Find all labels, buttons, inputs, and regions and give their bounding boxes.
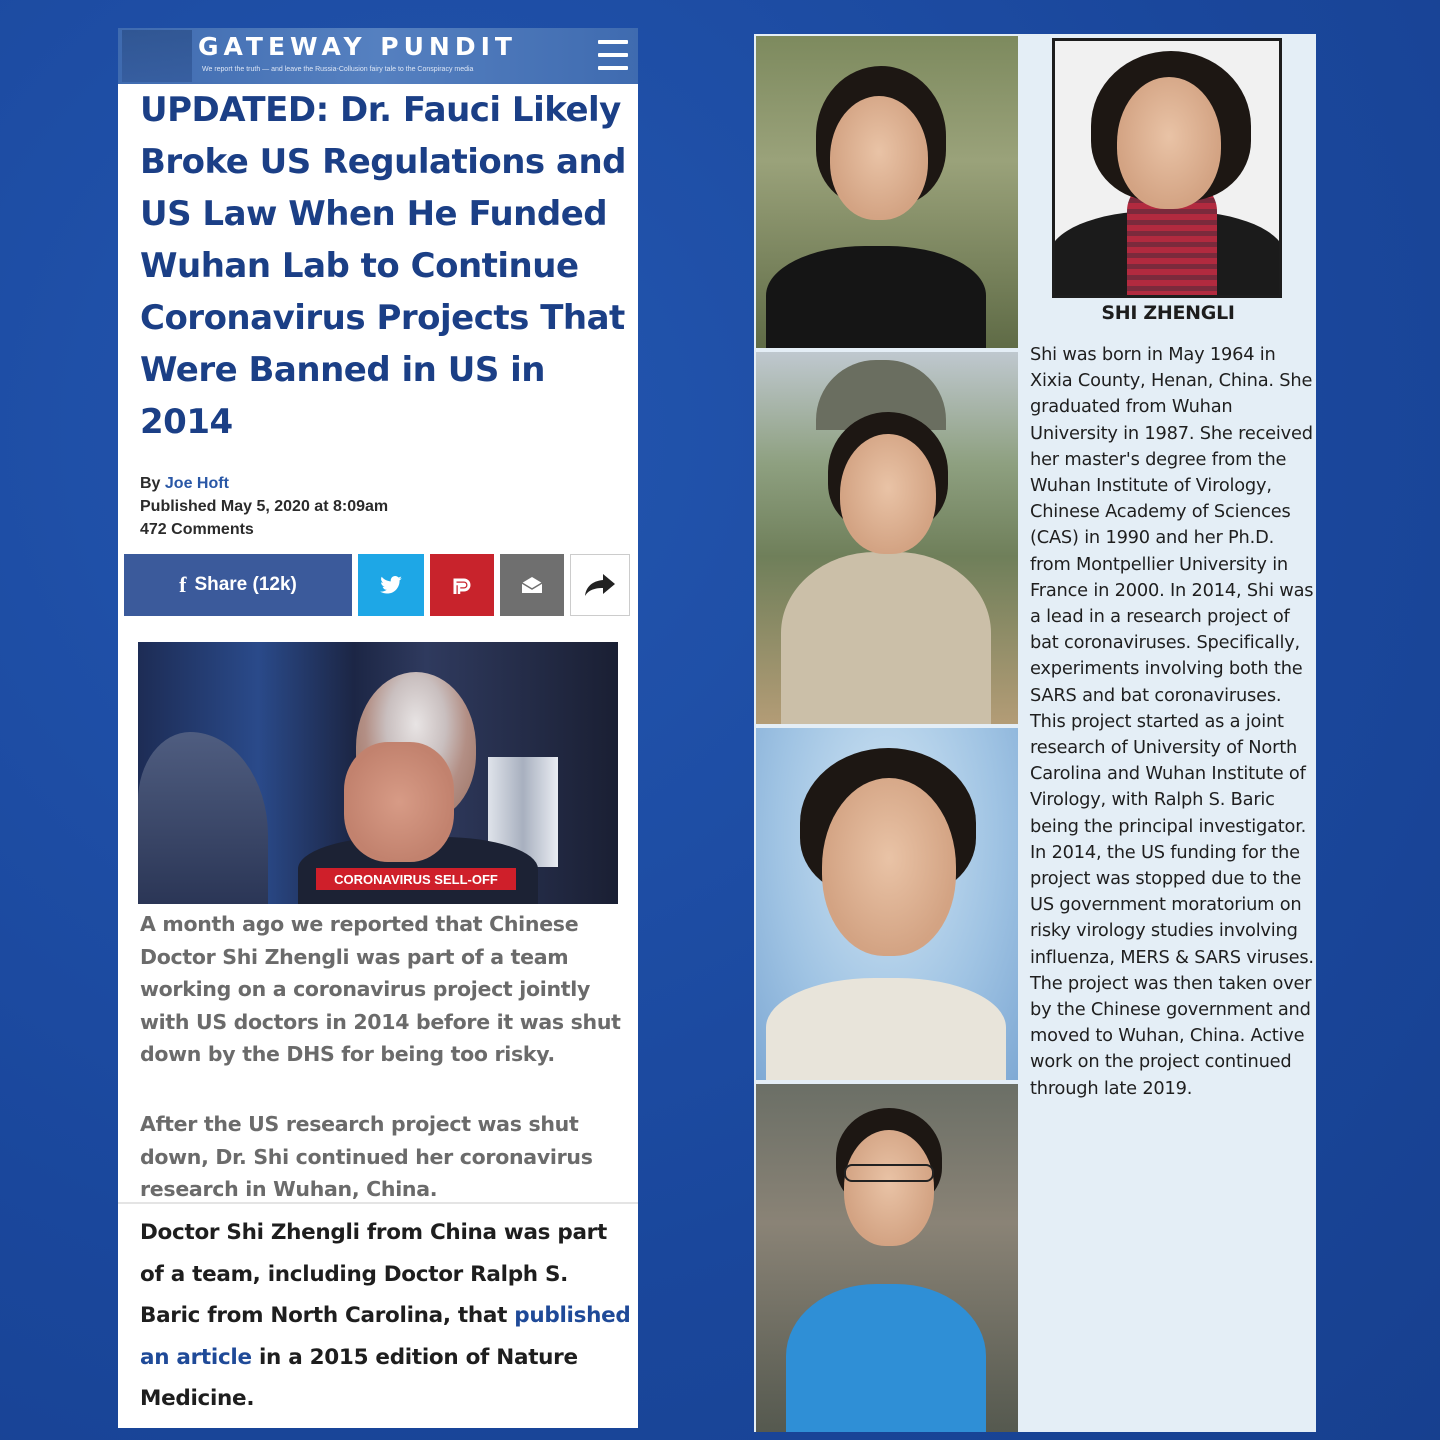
by-label: By <box>140 475 161 492</box>
article-video[interactable] <box>138 642 618 904</box>
video-background-person <box>138 732 268 904</box>
forward-arrow-icon <box>583 572 617 598</box>
author-link[interactable]: Joe Hoft <box>164 475 229 492</box>
twitter-share-button[interactable] <box>358 554 424 616</box>
comments-count[interactable]: 472 Comments <box>140 521 254 538</box>
more-share-button[interactable] <box>570 554 630 616</box>
header-graphic <box>122 30 192 82</box>
parler-icon <box>449 572 475 598</box>
article-paragraph-3 <box>140 1212 634 1420</box>
share-bar <box>124 554 634 616</box>
envelope-icon <box>521 576 543 594</box>
published-date: Published May 5, 2020 at 8:09am <box>140 498 389 515</box>
profile-portrait <box>1052 38 1282 298</box>
profile-bio: Shi was born in May 1964 in Xixia County, Henan, China. She graduated from Wuhan University in 1987. She received her master's degree from the Wuhan Institute of Virology, Chinese Academy of Sciences (CAS) in 1990 and her Ph.D. from Montpellier University in France in 2000. In 2014, Shi was a lead in a research project of bat coronaviruses. Specifically, experiments involving both the SARS and bat coronaviruses. This project started as a joint research of University of North Carolina and Wuhan Institute of Virology, with Ralph S. Baric being the principal investigator. In 2014, the US funding for the project was stopped due to the US government moratorium on risky virology studies involving influenza, MERS & SARS viruses. The project was then taken over by the Chinese government and moved to Wuhan, China. Active work on the project continued through late 2019. <box>1030 344 1314 1099</box>
article-byline <box>140 472 388 541</box>
published-article-link[interactable]: published an article <box>140 1303 631 1370</box>
facebook-share-button[interactable] <box>124 554 352 616</box>
video-banner: CORONAVIRUS SELL-OFF <box>316 868 516 890</box>
photo-1 <box>756 36 1018 348</box>
paragraph-3-text-end: in a 2015 edition of Nature Medicine. <box>140 1344 578 1411</box>
hamburger-menu-icon[interactable] <box>598 40 628 70</box>
article-paragraph-2: After the US research project was shut down, Dr. Shi continued her coronavirus research in Wuhan, China. <box>140 1112 593 1201</box>
site-header <box>118 28 638 84</box>
email-share-button[interactable] <box>500 554 564 616</box>
site-logo[interactable]: GATEWAY PUNDIT <box>198 32 517 61</box>
twitter-icon <box>380 576 402 594</box>
article-headline: UPDATED: Dr. Fauci Likely Broke US Regulations and US Law When He Funded Wuhan Lab to Continue Coronavirus Projects That Were Banned in US in 2014 <box>140 90 626 442</box>
photo-2 <box>756 352 1018 724</box>
site-tagline: We report the truth — and leave the Russia-Collusion fairy tale to the Conspiracy media <box>202 66 474 73</box>
photo-3 <box>756 728 1018 1080</box>
share-count-label: Share (12k) <box>194 574 297 595</box>
video-hand <box>344 742 454 862</box>
article-panel <box>118 28 638 1428</box>
facebook-icon: f <box>179 572 187 597</box>
paragraph-3-text-start: Doctor Shi Zhengli from China was part of a team, including Doctor Ralph S. Baric from North Carolina, that <box>140 1220 607 1328</box>
profile-panel <box>754 34 1316 1432</box>
article-paragraph-1: A month ago we reported that Chinese Doctor Shi Zhengli was part of a team working on a coronavirus project jointly with US doctors in 2014 before it was shut down by the DHS for being too risky. <box>140 912 621 1066</box>
section-divider <box>118 1202 638 1204</box>
profile-name: SHI ZHENGLI <box>1101 302 1235 324</box>
photo-column <box>754 34 1020 1432</box>
photo-4 <box>756 1084 1018 1432</box>
parler-share-button[interactable] <box>430 554 494 616</box>
